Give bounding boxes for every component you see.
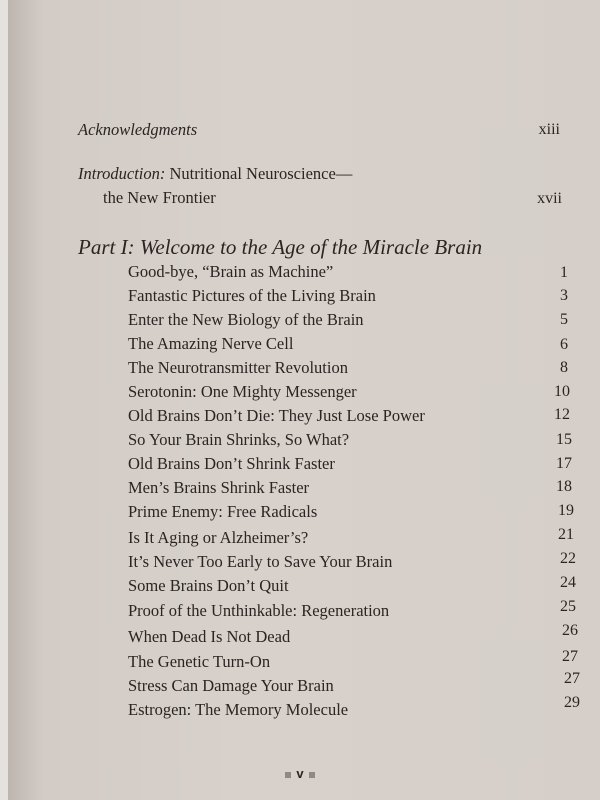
toc-entry-page: 17 (556, 455, 572, 472)
toc-entry-title: When Dead Is Not Dead (128, 627, 291, 646)
toc-entry-title: The Neurotransmitter Revolution (128, 358, 348, 377)
toc-entry-page: 6 (560, 336, 568, 353)
toc-entry-acknowledgments: Acknowledgments (78, 120, 198, 139)
part-title: Part I: Welcome to the Age of the Miracle Brain (78, 235, 483, 259)
toc-entry-title: Estrogen: The Memory Molecule (128, 700, 349, 719)
toc-entry-page: 12 (554, 406, 570, 423)
toc-entry-title: Enter the New Biology of the Brain (128, 310, 364, 329)
toc-entry-page: 1 (560, 264, 568, 281)
toc-entry-title: Old Brains Don’t Shrink Faster (128, 454, 335, 473)
toc-entry-page: 22 (560, 550, 576, 567)
introduction-label: Introduction: (78, 164, 166, 183)
toc-entry-title: The Amazing Nerve Cell (128, 334, 294, 353)
toc-entry-page: 3 (560, 287, 568, 304)
introduction-title: Nutritional Neuroscience— (165, 164, 353, 183)
toc-entry-title: It’s Never Too Early to Save Your Brain (128, 552, 393, 571)
toc-entry-title: Is It Aging or Alzheimer’s? (128, 528, 309, 547)
adjacent-page-edge (0, 0, 8, 800)
toc-entry-title: Men’s Brains Shrink Faster (128, 478, 310, 497)
toc-entry-page: 5 (560, 311, 568, 328)
toc-entry-title: The Genetic Turn-On (128, 652, 271, 671)
toc-entry-title: Good-bye, “Brain as Machine” (128, 262, 334, 281)
toc-entry-page: 29 (564, 694, 580, 711)
toc-entry-page: 26 (562, 622, 578, 639)
toc-entry-page: 27 (562, 648, 578, 665)
folio-ornament-left (285, 772, 291, 778)
toc-entry-page: 18 (556, 478, 572, 495)
toc-page-introduction: xvii (537, 190, 562, 207)
toc-entry-title: Stress Can Damage Your Brain (128, 676, 334, 695)
page-folio (0, 766, 600, 781)
toc-entry-title: Fantastic Pictures of the Living Brain (128, 286, 376, 305)
toc-entry-title: Some Brains Don’t Quit (128, 576, 289, 595)
toc-entry-page: 19 (558, 502, 574, 519)
toc-page-acknowledgments: xiii (538, 121, 560, 138)
toc-entry-page: 24 (560, 574, 576, 591)
toc-entry-page: 10 (554, 383, 570, 400)
toc-entry-title: Proof of the Unthinkable: Regeneration (128, 601, 390, 620)
toc-entry-introduction (78, 164, 352, 184)
toc-entry-title: So Your Brain Shrinks, So What? (128, 430, 350, 449)
toc-entry-page: 27 (564, 670, 580, 687)
folio-ornament-right (309, 772, 315, 778)
toc-entry-title: Old Brains Don’t Die: They Just Lose Power (128, 406, 425, 425)
toc-entry-title: Prime Enemy: Free Radicals (128, 502, 318, 521)
toc-entry-page: 8 (560, 359, 568, 376)
toc-entry-page: 25 (560, 598, 576, 615)
toc-entry-page: 15 (556, 431, 572, 448)
folio-number: v (296, 766, 304, 781)
toc-entry-title: Serotonin: One Mighty Messenger (128, 382, 357, 401)
toc-entry-introduction-line2: the New Frontier (103, 188, 216, 207)
toc-entry-page: 21 (558, 526, 574, 543)
